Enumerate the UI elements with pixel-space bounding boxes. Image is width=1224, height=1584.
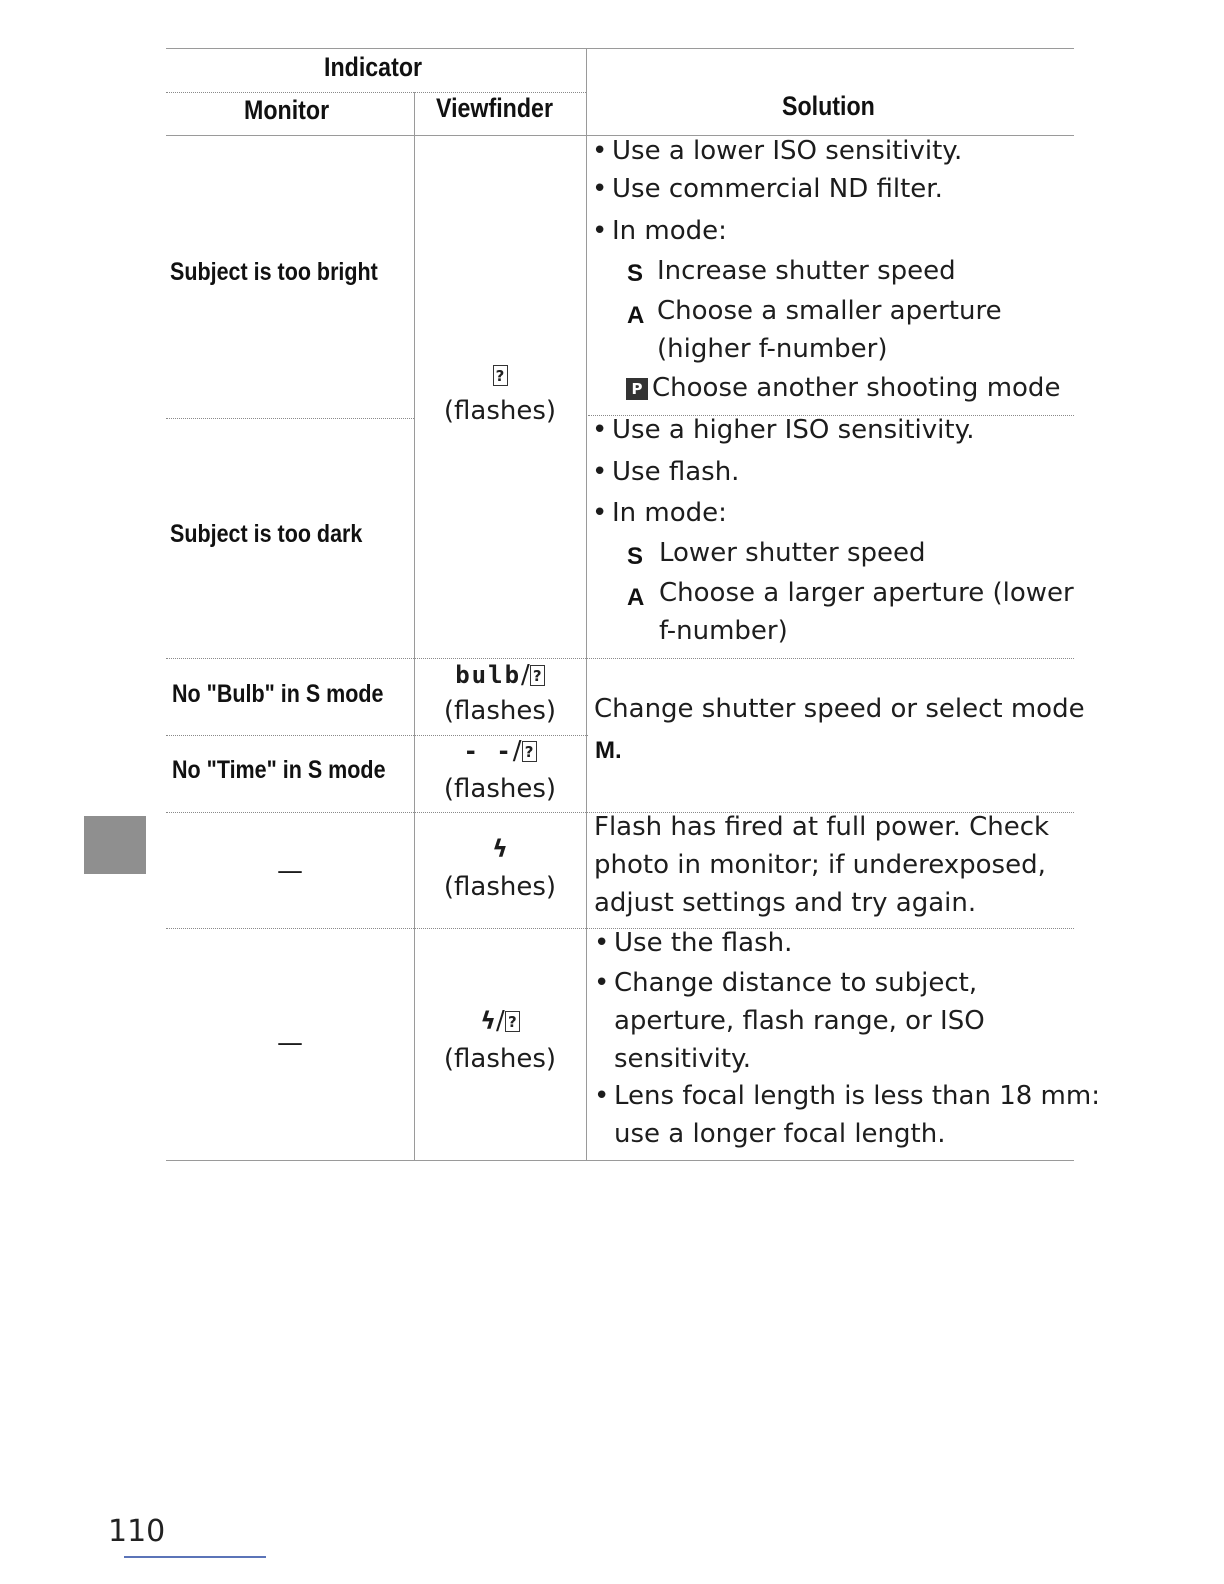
header-monitor: Monitor: [244, 95, 330, 125]
dark-bullet-3: • In mode:: [592, 498, 727, 528]
bright-bullet-1: • Use a lower ISO sensitivity.: [592, 136, 963, 166]
monitor-dash-1: —: [277, 856, 303, 886]
flash-under-bullet-3: • Lens focal length is less than 18 mm:: [594, 1081, 1100, 1111]
bulb-time-solution-line1: Change shutter speed or select mode: [594, 694, 1085, 724]
monitor-dash-2: —: [277, 1028, 303, 1058]
flash-under-bullet-2: • Change distance to subject,: [594, 968, 978, 998]
flash-under-bullet-3-line2: use a longer focal length.: [614, 1119, 946, 1149]
flash-under-bullet-2-line3: sensitivity.: [614, 1044, 751, 1074]
monitor-subject-too-dark: Subject is too dark: [170, 520, 363, 548]
question-icon: ?: [530, 665, 545, 686]
flash-full-solution-line3: adjust settings and try again.: [594, 888, 977, 918]
bright-mode-s-text: Increase shutter speed: [657, 256, 956, 286]
viewfinder-flashes-label-3: (flashes): [443, 774, 557, 804]
mode-a-letter: A: [627, 302, 645, 329]
flash-under-bullet-2-line2: aperture, flash range, or ISO: [614, 1006, 985, 1036]
dark-mode-s-text: Lower shutter speed: [659, 538, 926, 568]
page-number-underline: [124, 1556, 266, 1558]
bulb-segment-text: bulb: [455, 661, 522, 689]
flash-full-solution-line2: photo in monitor; if underexposed,: [594, 850, 1046, 880]
viewfinder-time-indicator: - -/ ?: [414, 736, 586, 766]
dark-mode-a-text-cont: f-number): [659, 616, 788, 646]
header-indicator: Indicator: [324, 52, 423, 82]
dark-bullet-2: • Use flash.: [592, 457, 740, 487]
viewfinder-flash-indicator-2: ϟ/ ?: [414, 1006, 586, 1036]
viewfinder-question-icon-row: [414, 360, 586, 390]
flash-under-bullet-1: • Use the flash.: [594, 928, 793, 958]
row-divider-bright-dark-monitor: [166, 418, 414, 419]
viewfinder-bulb-indicator: bulb/ ?: [414, 660, 586, 690]
dark-mode-s-letter: S: [627, 543, 644, 570]
viewfinder-flashes-label-2: (flashes): [443, 696, 557, 726]
monitor-no-bulb: No "Bulb" in S mode: [172, 680, 384, 708]
header-solution: Solution: [782, 91, 875, 121]
viewfinder-flashes-label-4: (flashes): [443, 872, 557, 902]
column-divider-viewfinder-solution: [586, 48, 587, 1160]
dark-mode-a-letter: A: [627, 584, 645, 611]
flash-icon: ϟ: [492, 835, 508, 863]
monitor-no-time: No "Time" in S mode: [172, 756, 386, 784]
bright-mode-a-text: Choose a smaller aperture: [657, 296, 1002, 326]
table-top-border: [166, 48, 1074, 49]
bright-bullet-3: • In mode:: [592, 216, 727, 246]
question-icon: ?: [505, 1011, 520, 1032]
flash-icon: ϟ: [480, 1007, 497, 1035]
row-divider-dark-bulb: [166, 658, 1074, 659]
viewfinder-flash-icon-1: [414, 834, 586, 864]
monitor-subject-too-bright: Subject is too bright: [170, 258, 378, 286]
scene-mode-icon: P: [626, 378, 648, 400]
header-viewfinder: Viewfinder: [436, 93, 554, 123]
bright-mode-scene-row: P Choose another shooting mode: [626, 373, 1060, 403]
dark-bullet-1: • Use a higher ISO sensitivity.: [592, 415, 975, 445]
bright-mode-a-text-cont: (higher f-number): [657, 334, 888, 364]
question-icon: ?: [522, 741, 537, 762]
section-tab-marker: [84, 816, 146, 874]
dark-mode-a-text: Choose a larger aperture (lower: [659, 578, 1074, 608]
page-number: 110: [108, 1514, 166, 1549]
time-segment-text: - -: [463, 737, 513, 765]
bright-bullet-2: • Use commercial ND filter.: [592, 174, 943, 204]
bulb-time-solution-line2: M.: [595, 737, 622, 764]
column-divider-monitor-viewfinder: [414, 92, 415, 1160]
flash-full-solution-line1: Flash has fired at full power. Check: [594, 812, 1050, 842]
question-icon: ?: [493, 365, 508, 386]
mode-s-letter: S: [627, 260, 644, 287]
viewfinder-flashes-label-1: (flashes): [443, 396, 557, 426]
table-bottom-border: [166, 1160, 1074, 1161]
viewfinder-flashes-label-5: (flashes): [443, 1044, 557, 1074]
